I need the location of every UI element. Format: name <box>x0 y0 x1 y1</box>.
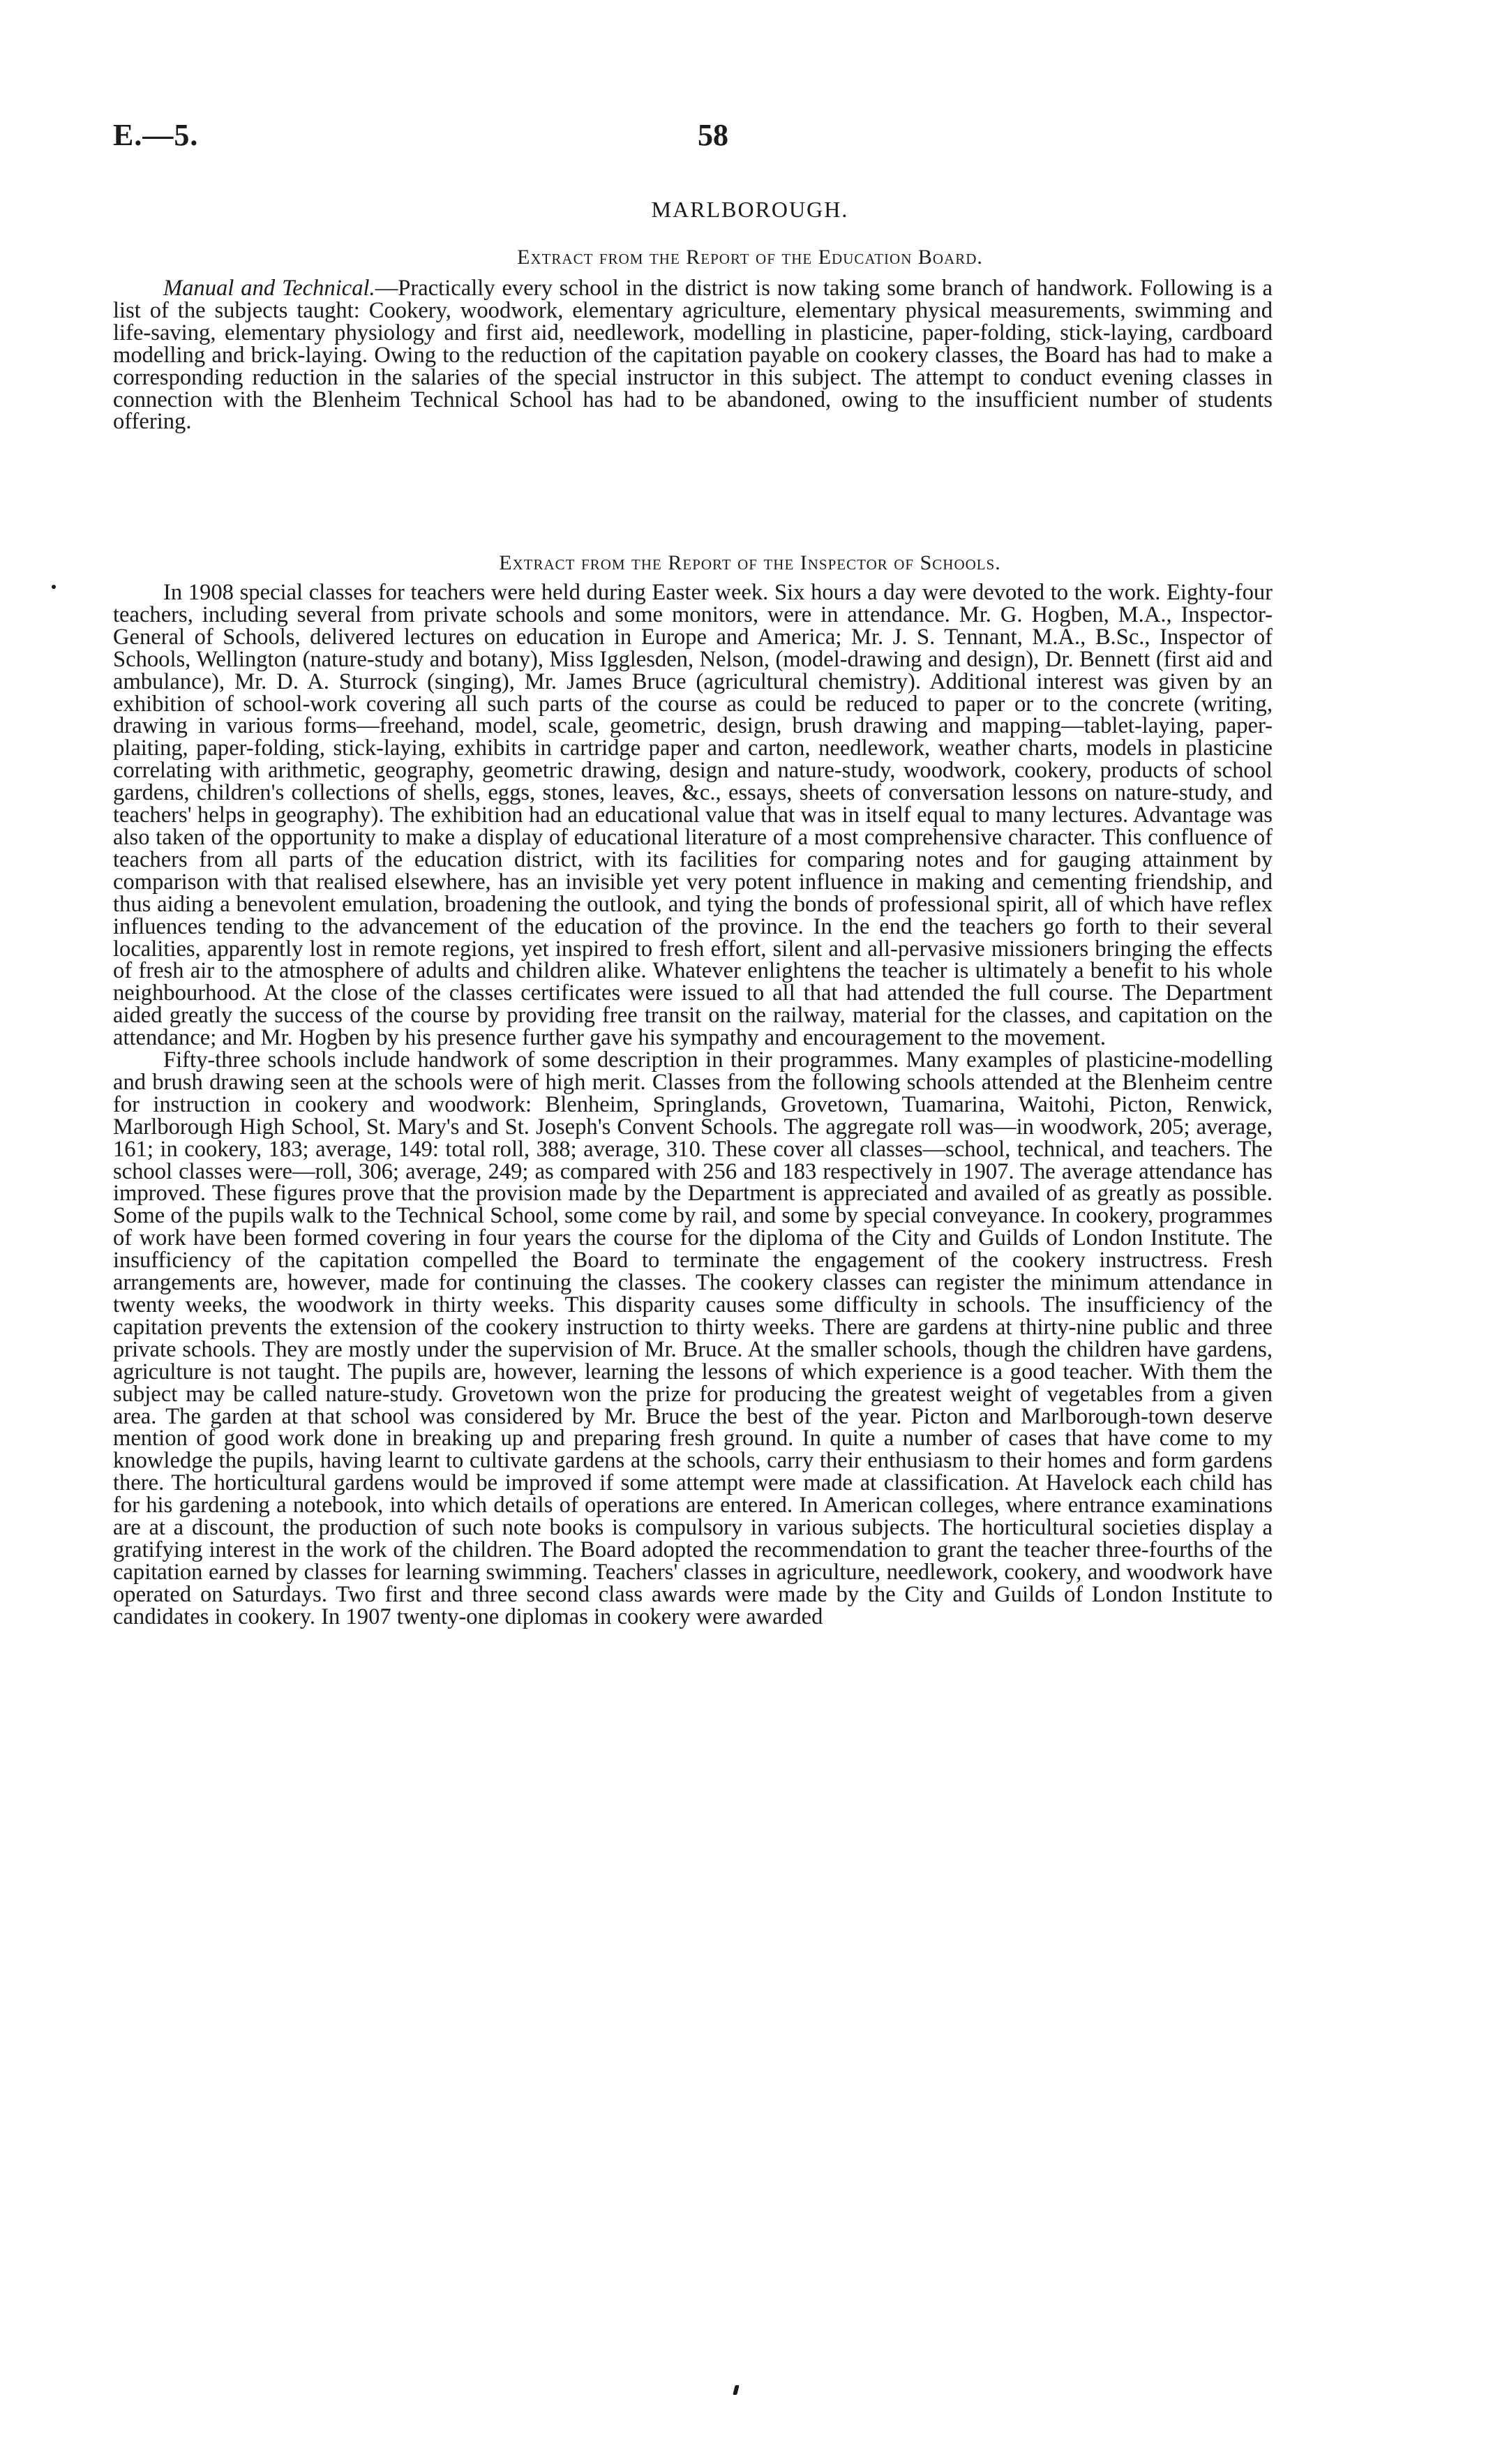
section-heading-inspector: Extract from the Report of the Inspector of Schools. <box>499 551 1001 574</box>
page-title: MARLBOROUGH. <box>651 197 849 222</box>
education-board-paragraph <box>113 278 1273 433</box>
run-in-heading: Manual and Technical. <box>163 276 375 301</box>
document-reference: E.—5. <box>113 118 199 152</box>
page-number: 58 <box>698 118 728 152</box>
education-board-text: —Practically every school in the district is now taking some branch of handwork. Following is a list of the subjects taught: Cookery, woodwork, elementary agriculture, elementary physical measurements, swimming and life-saving, elementary physiology and first aid, needlework, modelling in plasticine, paper-folding, stick-laying, cardboard modelling and brick-laying. Owing to the reduction of the capitation payable on cookery classes, the Board has had to make a corresponding reduction in the salaries of the special instructor in this subject. The attempt to conduct evening classes in connection with the Blenheim Technical School has had to be abandoned, owing to the insufficient number of students offering. <box>113 276 1273 435</box>
inspector-section <box>113 582 1273 1629</box>
section-heading-education-board: Extract from the Report of the Education Board. <box>517 246 983 269</box>
margin-mark <box>52 585 56 589</box>
inspector-paragraph-2: Fifty-three schools include handwork of some description in their programmes. Many examples of plasticine-modelling and brush drawing seen at the schools were of high merit. Classes from the following schools attended at the Blenheim centre for instruction in cookery and woodwork: Blenheim, Springlands, Grovetown, Tuamarina, Waitohi, Picton, Renwick, Marlborough High School, St. Mary's and St. Joseph's Convent Schools. The aggregate roll was—in woodwork, 205; average, 161; in cookery, 183; average, 149: total roll, 388; average, 310. These cover all classes—school, technical, and teachers. The school classes were—roll, 306; average, 249; as compared with 256 and 183 respectively in 1907. The average attendance has improved. These figures prove that the provision made by the Department is appreciated and availed of as greatly as possible. Some of the pupils walk to the Technical School, some come by rail, and some by special conveyance. In cookery, programmes of work have been formed covering in four years the course for the diploma of the City and Guilds of London Institute. The insufficiency of the capitation compelled the Board to terminate the engagement of the cookery instructress. Fresh arrangements are, however, made for continuing the classes. The cookery classes can register the minimum attendance in twenty weeks, the woodwork in thirty weeks. This disparity causes some difficulty in schools. The insufficiency of the capitation prevents the extension of the cookery instruction to thirty weeks. There are gardens at thirty-nine public and three private schools. They are mostly under the supervision of Mr. Bruce. At the smaller schools, though the children have gardens, agriculture is not taught. The pupils are, however, learning the lessons of which experience is a good teacher. With them the subject may be called nature-study. Grovetown won the prize for producing the greatest weight of vegetables from a given area. The garden at that school was considered by Mr. Bruce the best of the year. Picton and Marlborough-town deserve mention of good work done in breaking up and preparing fresh ground. In quite a number of cases that have come to my knowledge the pupils, having learnt to cultivate gardens at the schools, carry their enthusiasm to their homes and form gardens there. The horticultural gardens would be improved if some attempt were made at classification. At Havelock each child has for his gardening a notebook, into which details of operations are entered. In American colleges, where entrance examinations are at a discount, the production of such note books is compulsory in various subjects. The horticultural societies display a gratifying interest in the work of the children. The Board adopted the recommendation to grant the teacher three-fourths of the capitation earned by classes for learning swimming. Teachers' classes in agriculture, needlework, cookery, and woodwork have operated on Saturdays. Two first and three second class awards were made by the City and Guilds of London Institute to candidates in cookery. In 1907 twenty-one diplomas in cookery were awarded <box>113 1047 1273 1629</box>
footer-mark <box>733 2385 739 2395</box>
inspector-paragraph-1: In 1908 special classes for teachers were held during Easter week. Six hours a day were devoted to the work. Eighty-four teachers, including several from private schools and some monitors, were in attendance. Mr. G. Hogben, M.A., Inspector-General of Schools, delivered lectures on education in Europe and America; Mr. J. S. Tennant, M.A., B.Sc., Inspector of Schools, Wellington (nature-study and botany), Miss Igglesden, Nelson, (model-drawing and design), Dr. Bennett (first aid and ambulance), Mr. D. A. Sturrock (singing), Mr. James Bruce (agricultural chemistry). Additional interest was given by an exhibition of school-work covering all such parts of the course as could be reduced to paper or to the concrete (writing, drawing in various forms—freehand, model, scale, geometric, design, brush drawing and mapping—tablet-laying, paper-plaiting, paper-folding, stick-laying, exhibits in cartridge paper and carton, needlework, weather charts, models in plasticine correlating with arithmetic, geography, geometric drawing, design and nature-study, woodwork, cookery, products of school gardens, children's collections of shells, eggs, stones, leaves, &c., essays, sheets of conversation lessons on nature-study, and teachers' helps in geography). The exhibition had an educational value that was in itself equal to many lectures. Advantage was also taken of the opportunity to make a display of educational literature of a most comprehensive character. This confluence of teachers from all parts of the education district, with its facilities for comparing notes and for gauging attainment by comparison with that realised elsewhere, has an invisible yet very potent influence in making and cementing friendship, and thus aiding a benevolent emulation, broadening the outlook, and tying the bonds of professional spirit, all of which have reflex influences tending to the advancement of the education of the province. In the end the teachers go forth to their several localities, apparently lost in remote regions, yet inspired to fresh effort, silent and all-pervasive missioners bringing the effects of fresh air to the atmosphere of adults and children alike. Whatever enlightens the teacher is ultimately a benefit to his whole neighbourhood. At the close of the classes certificates were issued to all that had attended the full course. The Department aided greatly the success of the course by providing free transit on the railway, material for the classes, and capitation on the attendance; and Mr. Hogben by his presence further gave his sympathy and encouragement to the movement. <box>113 580 1273 1051</box>
education-board-section <box>113 278 1273 433</box>
